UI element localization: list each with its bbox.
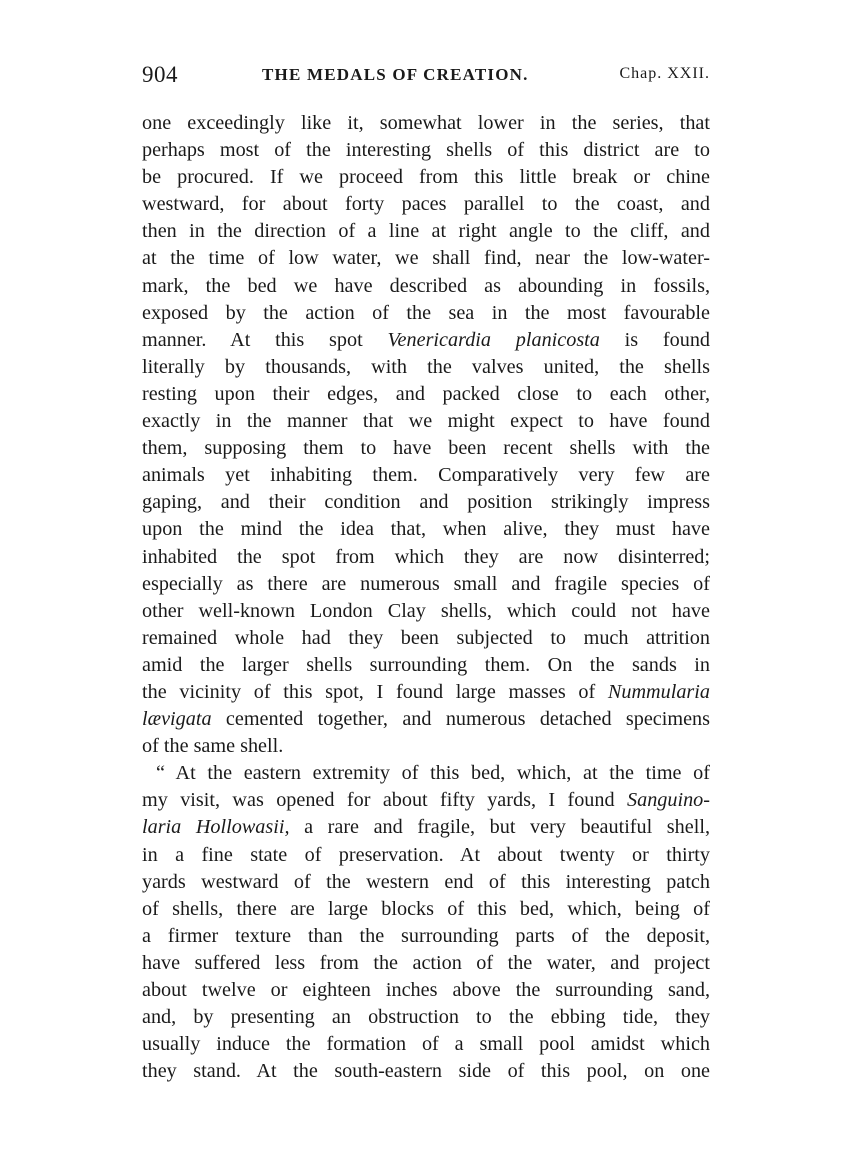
text-line: have suffered less from the action of the water, and project	[142, 951, 710, 974]
text-line: westward, for about forty paces parallel to the coast, and	[142, 193, 710, 216]
text-line: manner. At this spot Venericardia planicosta is found	[142, 328, 711, 351]
text-line: other well-known London Clay shells, which could not have	[142, 599, 710, 622]
text-line: in a fine state of preservation. At about twenty or thirty	[142, 843, 710, 866]
text-line: exactly in the manner that we might expect to have found	[142, 410, 710, 433]
page-number: 904	[142, 62, 178, 87]
text-line: one exceedingly like it, somewhat lower in the series, that	[142, 112, 710, 134]
text-line: usually induce the formation of a small pool amidst which	[142, 1033, 710, 1056]
text-line: at the time of low water, we shall find, near the low-water-	[142, 247, 710, 270]
text-line: they stand. At the south-eastern side of this pool, on one	[142, 1060, 710, 1083]
text-line: of shells, there are large blocks of this bed, which, being of	[142, 897, 710, 920]
text-line: exposed by the action of the sea in the most favourable	[142, 301, 710, 324]
text-line: inhabited the spot from which they are now disinterred;	[142, 545, 710, 568]
text-line: literally by thousands, with the valves united, the shells	[142, 355, 710, 378]
text-line: gaping, and their condition and position strikingly impress	[142, 491, 710, 514]
species-name: laria Hollowasii,	[142, 816, 290, 839]
text-line: perhaps most of the interesting shells of this district are to	[142, 139, 710, 162]
text-line: animals yet inhabiting them. Comparatively very few are	[142, 464, 710, 487]
text-line: resting upon their edges, and packed close to each other,	[142, 382, 710, 405]
text-line: lævigata cemented together, and numerous detached specimens	[142, 708, 710, 731]
species-name: Sanguino-	[627, 789, 710, 812]
running-title: THE MEDALS OF CREATION.	[262, 65, 529, 84]
text-line: a firmer texture than the surrounding parts of the deposit,	[142, 924, 710, 947]
text-line: laria Hollowasii, a rare and fragile, but very beautiful shell,	[142, 816, 710, 839]
text-line: then in the direction of a line at right angle to the cliff, and	[142, 220, 710, 243]
text-line: “ At the eastern extremity of this bed, which, at the time of	[156, 762, 710, 785]
chapter-label: Chap. XXII.	[619, 65, 710, 82]
text-line: especially as there are numerous small and fragile species of	[142, 572, 710, 595]
species-name: Venericardia planicosta	[387, 328, 600, 351]
body-text	[142, 110, 710, 1085]
text-line: the vicinity of this spot, I found large masses of Nummularia	[142, 680, 710, 703]
species-name: lævigata	[142, 708, 212, 731]
text-line: mark, the bed we have described as abounding in fossils,	[142, 274, 710, 297]
text-line: and, by presenting an obstruction to the ebbing tide, they	[142, 1006, 710, 1029]
text-line: yards westward of the western end of this interesting patch	[142, 870, 710, 893]
text-line: amid the larger shells surrounding them. On the sands in	[142, 653, 710, 676]
text-line: of the same shell.	[142, 735, 284, 758]
text-line: remained whole had they been subjected to much attrition	[142, 626, 710, 649]
text-line: be procured. If we proceed from this little break or chine	[142, 166, 710, 189]
running-header	[142, 62, 710, 88]
text-line: them, supposing them to have been recent shells with the	[142, 437, 710, 460]
species-name: Nummularia	[607, 680, 710, 703]
text-line: about twelve or eighteen inches above the surrounding sand,	[142, 979, 710, 1001]
text-line: upon the mind the idea that, when alive, they must have	[142, 518, 710, 541]
text-line: my visit, was opened for about fifty yards, I found Sanguino-	[142, 789, 710, 812]
